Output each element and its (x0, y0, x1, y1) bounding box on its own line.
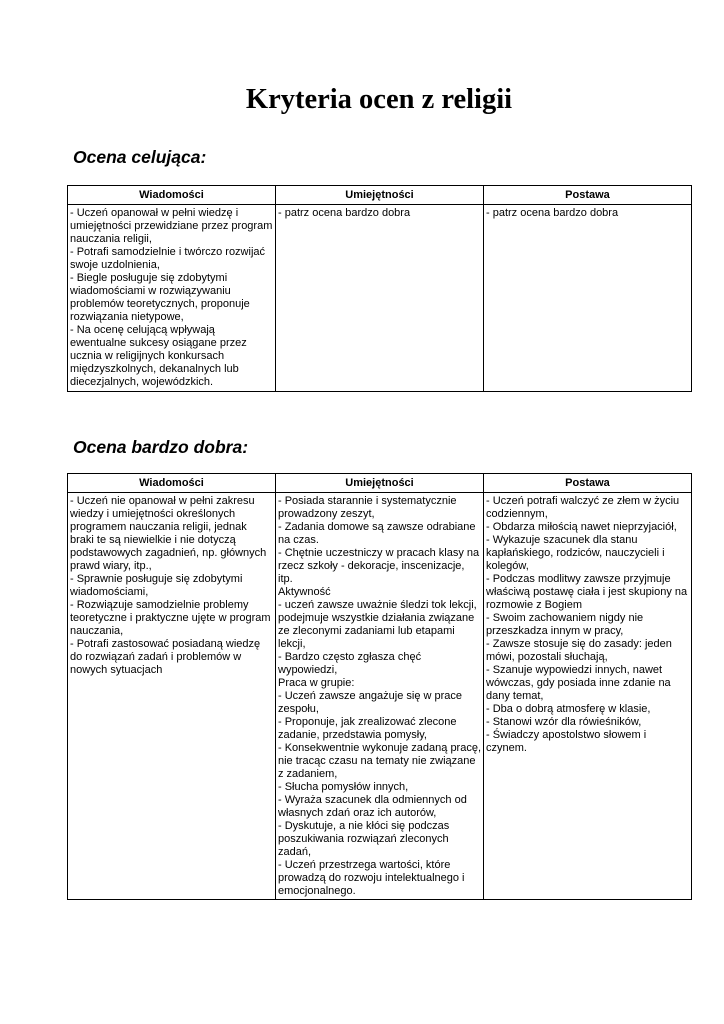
column-header-umiejetnosci: Umiejętności (276, 474, 484, 493)
column-header-postawa: Postawa (484, 474, 692, 493)
cell-wiadomosci: - Uczeń opanował w pełni wiedzę i umiejętności przewidziane przez program nauczania religii, - Potrafi samodzielnie i twórczo rozwijać swoje uzdolnienia, - Biegle posługuje się zdobytymi wiadomościami w rozwiązywaniu problemów teoretycznych, proponuje rozwiązania nietypowe, - Na ocenę celującą wpływają ewentualne sukcesy osiągane przez ucznia w religijnych konkursach międzyszkolnych, dekanalnych lub diecezjalnych, wojewódzkich. (68, 205, 276, 392)
column-header-postawa: Postawa (484, 186, 692, 205)
column-header-wiadomosci: Wiadomości (68, 186, 276, 205)
section-heading-celujaca: Ocena celująca: (73, 147, 207, 167)
cell-umiejetnosci: - patrz ocena bardzo dobra (276, 205, 484, 392)
criteria-table-celujaca (67, 185, 692, 392)
table-row (68, 205, 692, 392)
table-row (68, 493, 692, 900)
cell-postawa: - patrz ocena bardzo dobra (484, 205, 692, 392)
cell-umiejetnosci: - Posiada starannie i systematycznie prowadzony zeszyt, - Zadania domowe są zawsze odrabiane na czas. - Chętnie uczestniczy w pracach klasy na rzecz szkoły - dekoracje, inscenizacje, itp. Aktywność - uczeń zawsze uważnie śledzi tok lekcji, podejmuje wszystkie działania związane ze zleconymi zadaniami lub etapami lekcji, - Bardzo często zgłasza chęć wypowiedzi, Praca w grupie: - Uczeń zawsze angażuje się w prace zespołu, - Proponuje, jak zrealizować zlecone zadanie, przedstawia pomysły, - Konsekwentnie wykonuje zadaną pracę, nie tracąc czasu na tematy nie związane z zadaniem, - Słucha pomysłów innych, - Wyraża szacunek dla odmiennych od własnych zdań oraz ich autorów, - Dyskutuje, a nie kłóci się podczas poszukiwania rozwiązań zleconych zadań, - Uczeń przestrzega wartości, które prowadzą do rozwoju intelektualnego i emocjonalnego. (276, 493, 484, 900)
column-header-umiejetnosci: Umiejętności (276, 186, 484, 205)
table-header-row (68, 474, 692, 493)
section-heading-bardzo-dobra: Ocena bardzo dobra: (73, 437, 249, 457)
page-title: Kryteria ocen z religii (245, 84, 513, 115)
cell-wiadomosci: - Uczeń nie opanował w pełni zakresu wiedzy i umiejętności określonych programem nauczania religii, jednak braki te są niewielkie i nie dotyczą podstawowych zagadnień, np. głównych prawd wiary, itp., - Sprawnie posługuje się zdobytymi wiadomościami, - Rozwiązuje samodzielnie problemy teoretyczne i praktyczne ujęte w program nauczania, - Potrafi zastosować posiadaną wiedzę do rozwiązań zadań i problemów w nowych sytuacjach (68, 493, 276, 900)
table-header-row (68, 186, 692, 205)
criteria-table-bardzo-dobra (67, 473, 692, 900)
column-header-wiadomosci: Wiadomości (68, 474, 276, 493)
cell-postawa: - Uczeń potrafi walczyć ze złem w życiu codziennym, - Obdarza miłością nawet nieprzyjaciół, - Wykazuje szacunek dla stanu kapłańskiego, rodziców, nauczycieli i kolegów, - Podczas modlitwy zawsze przyjmuje właściwą postawę ciała i jest skupiony na rozmowie z Bogiem - Swoim zachowaniem nigdy nie przeszkadza innym w pracy, - Zawsze stosuje się do zasady: jeden mówi, pozostali słuchają, - Szanuje wypowiedzi innych, nawet wówczas, gdy posiada inne zdanie na dany temat, - Dba o dobrą atmosferę w klasie, - Stanowi wzór dla rówieśników, - Świadczy apostolstwo słowem i czynem. (484, 493, 692, 900)
